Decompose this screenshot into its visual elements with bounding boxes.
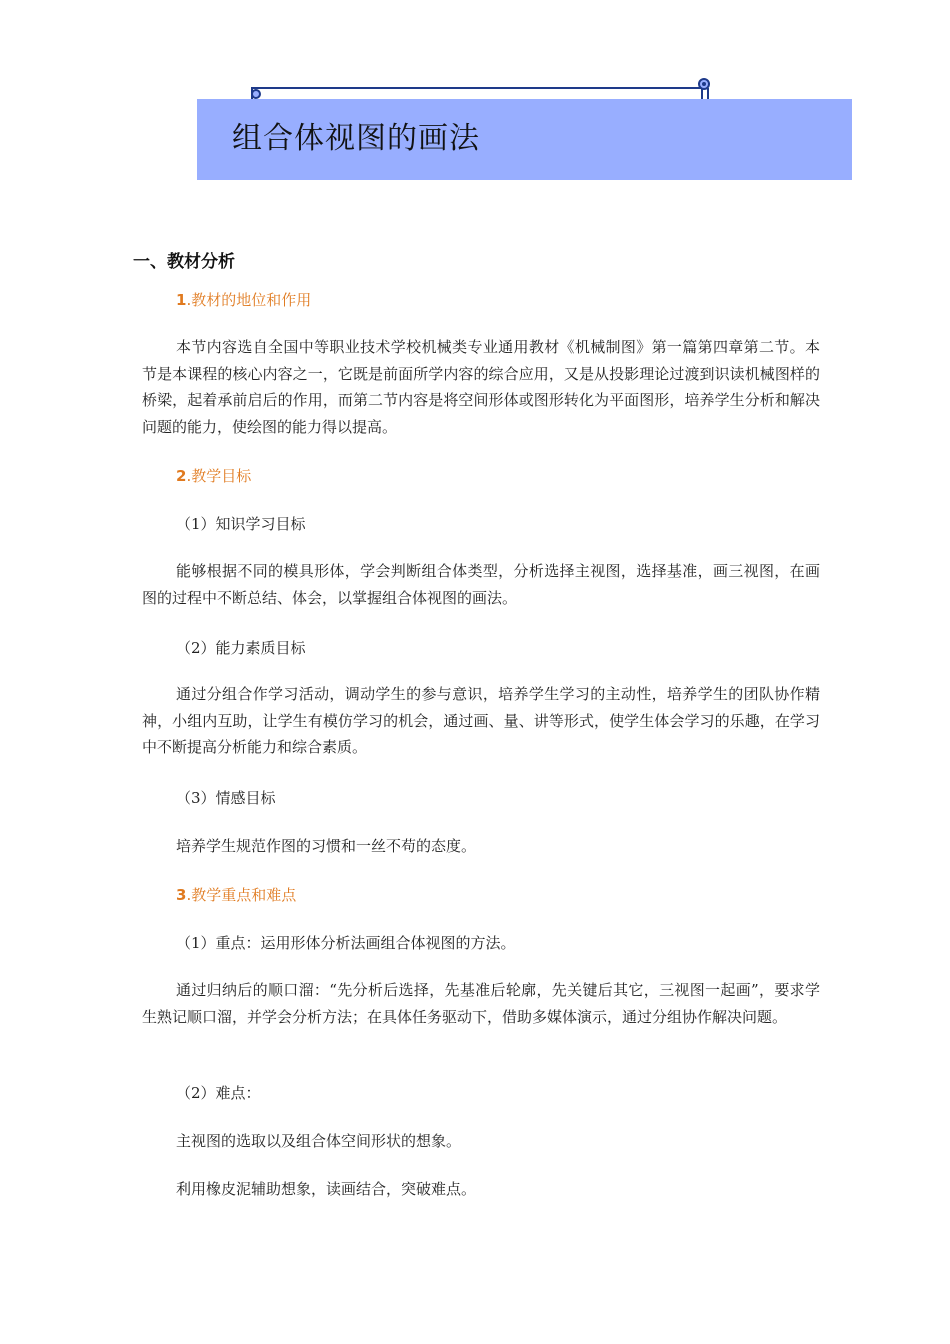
goal-heading-ability: （2）能力素质目标 (176, 639, 306, 657)
subsection-heading-1 (176, 289, 311, 310)
subsection-number: 2 (176, 467, 187, 485)
subsection-heading-3 (176, 884, 296, 905)
goal-heading-emotion: （3）情感目标 (176, 789, 276, 807)
subsection-number: 1 (176, 291, 187, 309)
subsection-label: .教材的地位和作用 (186, 291, 312, 309)
subsection-heading-2 (176, 465, 251, 486)
paragraph-textbook-position: 本节内容选自全国中等职业技术学校机械类专业通用教材《机械制图》第一篇第四章第二节。本节是本课程的核心内容之一，它既是前面所学内容的综合应用，又是从投影理论过渡到识读机械图样的桥梁，起着承前启后的作用，而第二节内容是将空间形体或图形转化为平面图形，培养学生分析和解决问题的能力，使绘图的能力得以提高。 (142, 338, 820, 436)
section-heading-1: 一、教材分析 (133, 252, 235, 272)
title-banner (197, 99, 852, 180)
paragraph-key-point: 通过归纳后的顺口溜：“先分析后选择，先基准后轮廓，先关键后其它，三视图一起画”，要求学生熟记顺口溜，并学会分析方法；在具体任务驱动下，借助多媒体演示，通过分组协作解决问题。 (142, 981, 820, 1026)
goal-heading-knowledge: （1）知识学习目标 (176, 515, 306, 533)
paragraph-ability-goal: 通过分组合作学习活动，调动学生的参与意识，培养学生学习的主动性，培养学生的团队协作精神，小组内互助，让学生有模仿学习的机会，通过画、量、讲等形式，使学生体会学习的乐趣，在学习中不断提高分析能力和综合素质。 (142, 685, 820, 756)
subsection-label: .教学重点和难点 (186, 886, 297, 904)
difficulty-line-2: 利用橡皮泥辅助想象，读画结合，突破难点。 (176, 1180, 477, 1198)
paragraph-emotion-goal: 培养学生规范作图的习惯和一丝不苟的态度。 (176, 837, 477, 855)
difficulty-heading: （2）难点： (176, 1084, 261, 1102)
key-point-heading: （1）重点：运用形体分析法画组合体视图的方法。 (176, 934, 516, 952)
paragraph-knowledge-goal: 能够根据不同的模具形体，学会判断组合体类型，分析选择主视图，选择基准，画三视图，在画图的过程中不断总结、体会，以掌握组合体视图的画法。 (142, 562, 820, 607)
page-title: 组合体视图的画法 (232, 121, 480, 156)
subsection-number: 3 (176, 886, 187, 904)
subsection-label: .教学目标 (186, 467, 252, 485)
difficulty-line-1: 主视图的选取以及组合体空间形状的想象。 (176, 1132, 462, 1150)
